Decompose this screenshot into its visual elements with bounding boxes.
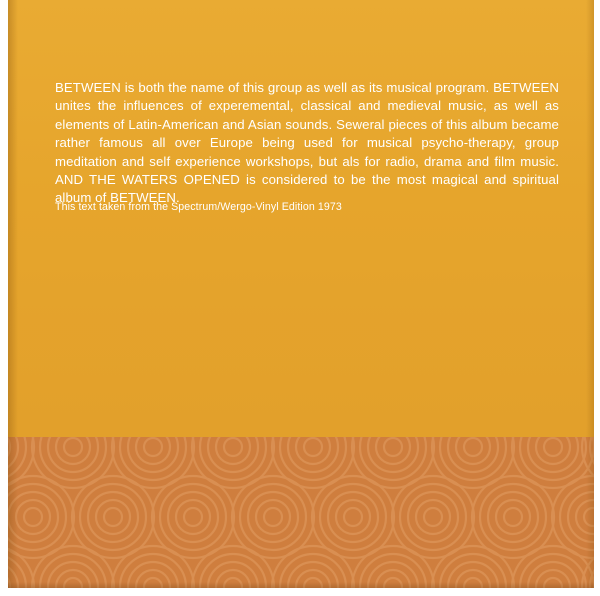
concentric-circles-pattern-icon [8,437,594,588]
bottom-pattern-panel [8,437,594,588]
album-sleeve [8,0,594,588]
top-color-panel [8,0,594,437]
liner-notes-body: BETWEEN is both the name of this group as well as its musical program. BETWEEN unites the influences of experemental, classical and medieval music, as well as elements of Latin-American and Asian sounds. Seweral pieces of this album became rather famous all over Europe being used for musical psycho-therapy, group meditation and self experience workshops, but als for radio, drama and film music. AND THE WATERS OPENED is considered to be the most magical and spiritual album of BETWEEN. [55,80,559,206]
liner-notes-credit: This text taken from the Spectrum/Wergo-Vinyl Edition 1973 [55,201,342,213]
